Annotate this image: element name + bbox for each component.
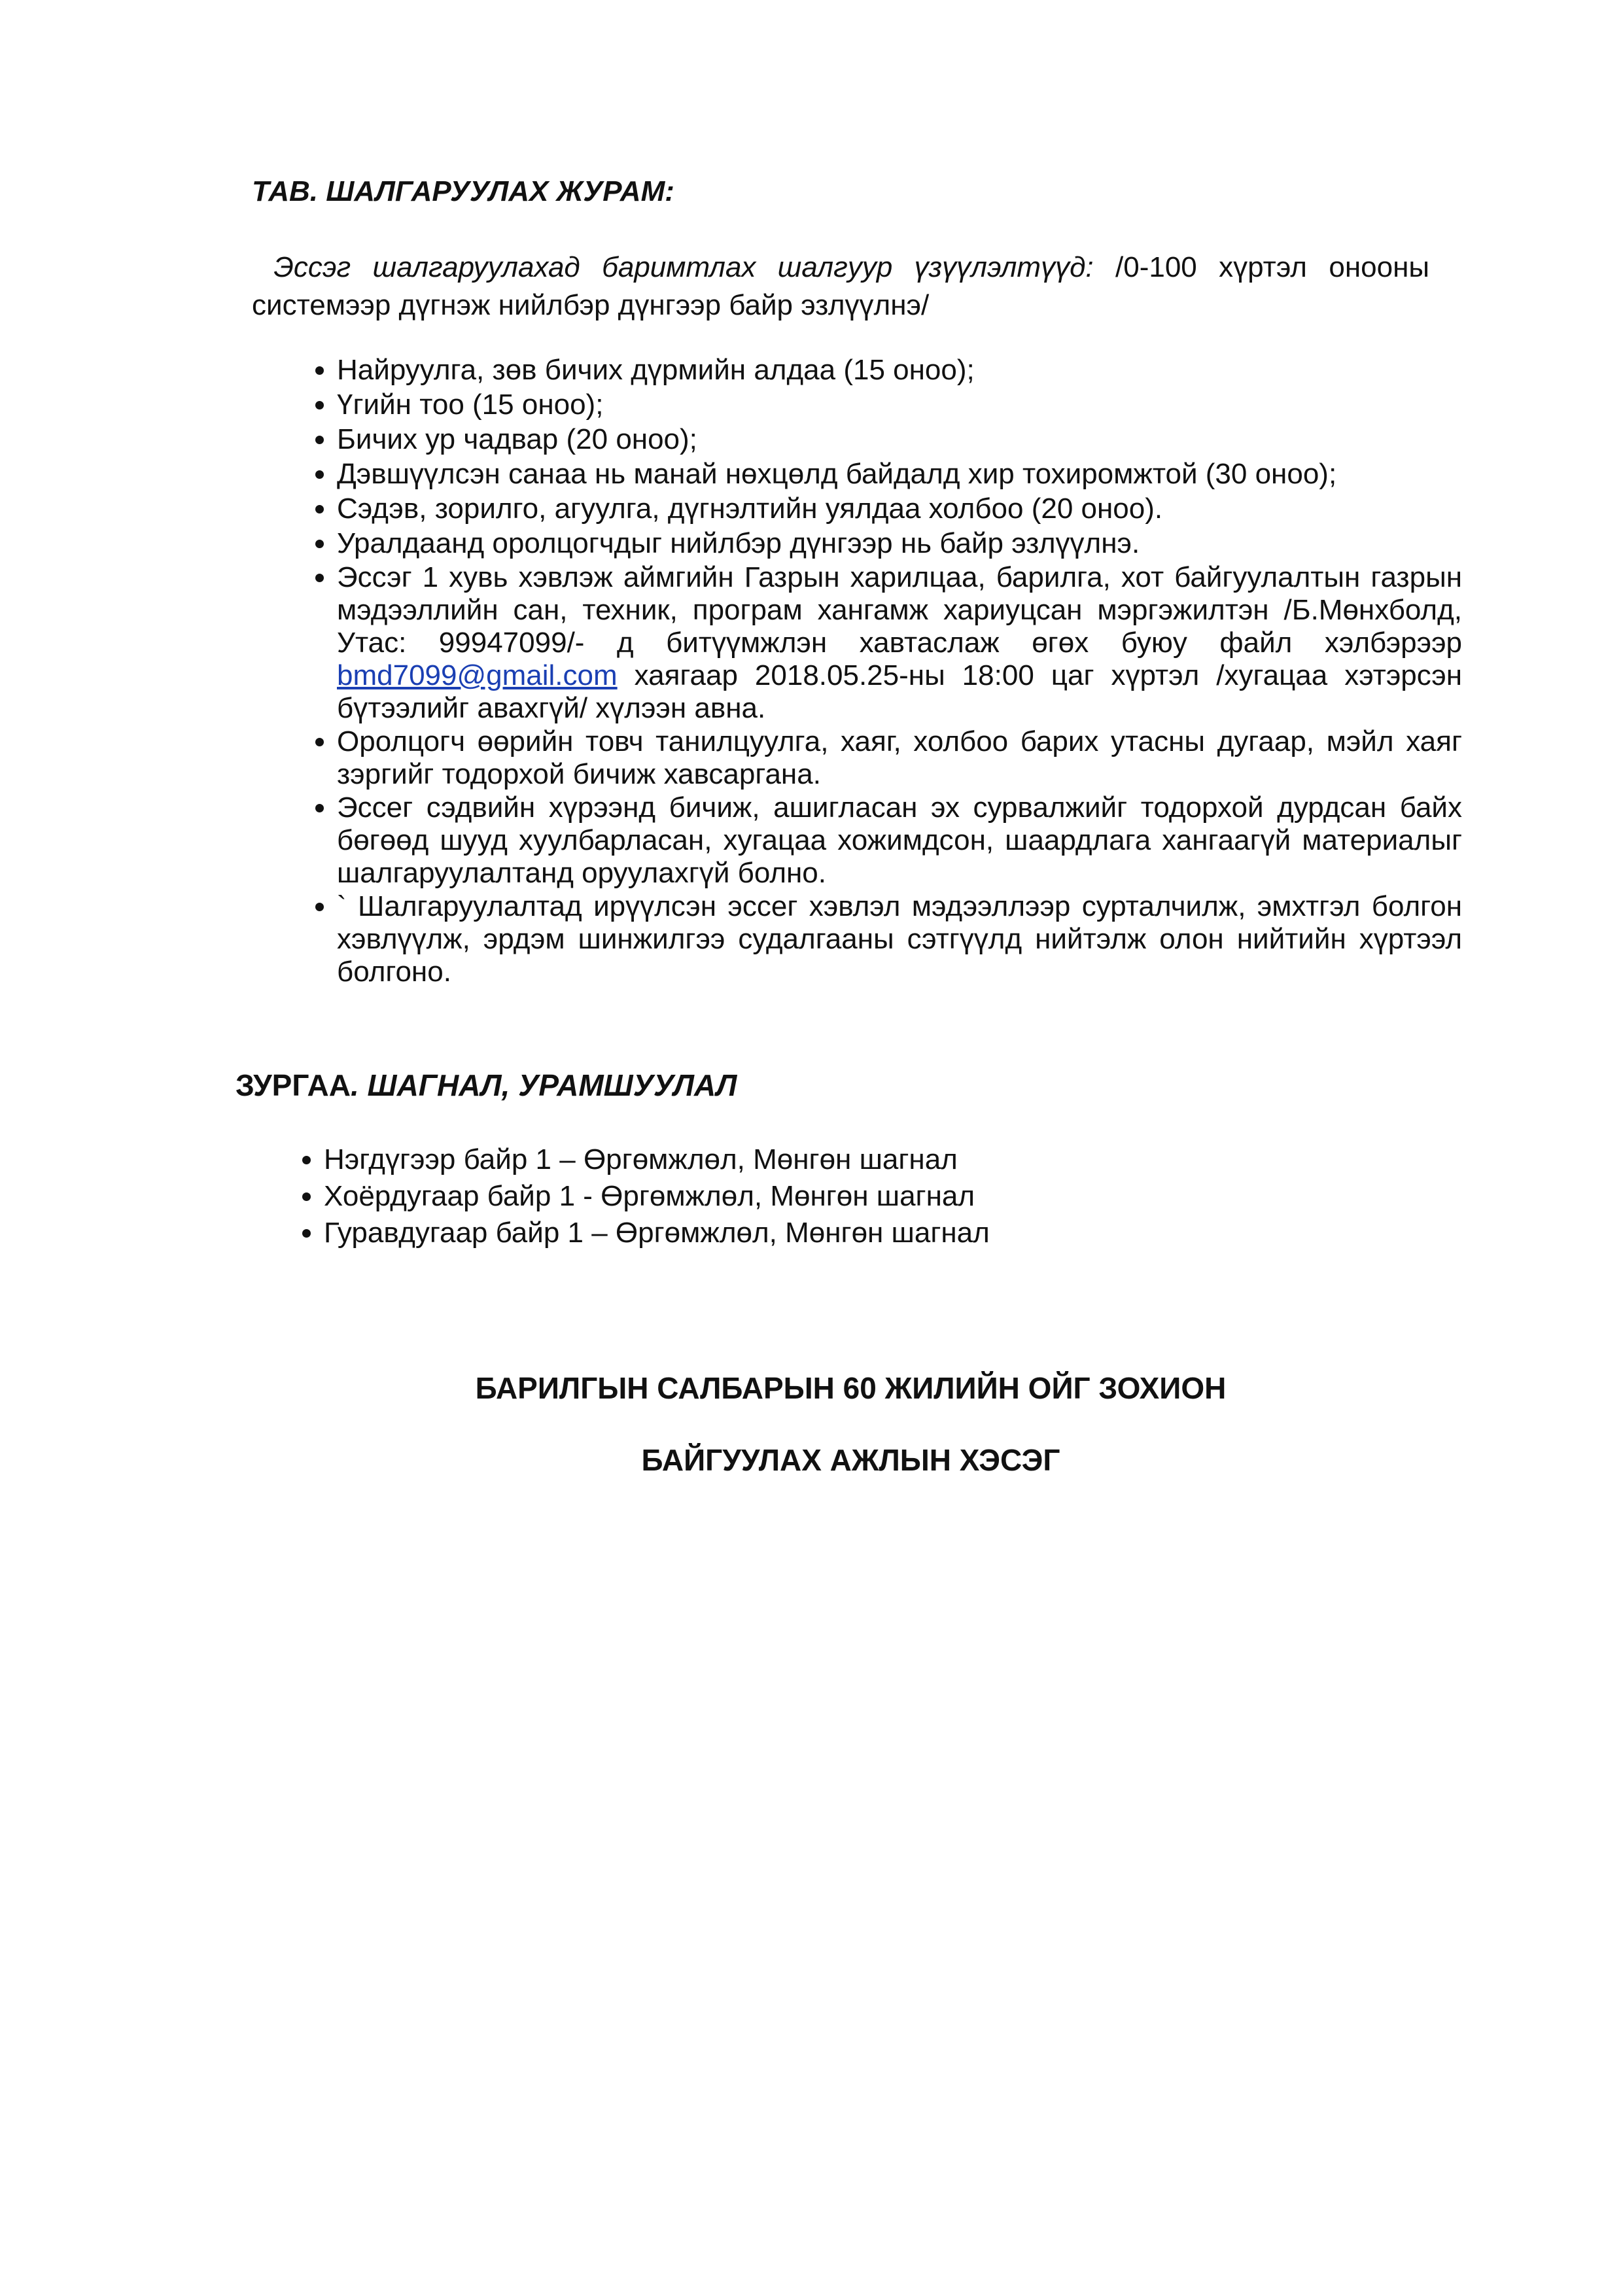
list-item: • Нэгдүгээр байр 1 – Өргөмжлөл, Мөнгөн шагнал (324, 1141, 1240, 1178)
criteria-intro-italic: Эссэг шалгаруулахад баримтлах шалгуур үзүүлэлтүүд: (273, 251, 1094, 283)
email-link[interactable]: bmd7099@gmail.com (337, 659, 618, 691)
list-item: • Бичих ур чадвар (20 оноо); (337, 423, 1462, 457)
criteria-list (298, 353, 1462, 989)
list-item: • Уралдаанд оролцогчдыг нийлбэр дүнгээр нь байр эзлүүлнэ. (337, 527, 1462, 561)
awards-list (285, 1141, 1240, 1251)
criteria-intro-rest: /0-100 хүртэл онооны системээр дүгнэж нийлбэр дүнгээр байр эзлүүлнэ/ (252, 251, 1429, 321)
submission-deadline: хаягаар 2018.05.25-ны 18:00 цаг хүртэл /хугацаа хэтэрсэн бүтээлийг авахгүй/ хүлээн авна. (337, 659, 1462, 724)
signoff-line-2: БАЙГУУЛАХ АЖЛЫН ХЭСЭГ (641, 1443, 1060, 1477)
list-item: • Гуравдугаар байр 1 – Өргөмжлөл, Мөнгөн шагнал (324, 1215, 1240, 1251)
signoff-line-1: БАРИЛГЫН САЛБАРЫН 60 ЖИЛИЙН ОЙГ ЗОХИОН (475, 1371, 1227, 1405)
section-five-title: ТАВ. ШАЛГАРУУЛАХ ЖУРАМ: (252, 175, 674, 207)
list-item: • Дэвшүүлсэн санаа нь манай нөхцөлд байдалд хир тохиромжтой (30 оноо); (337, 457, 1462, 491)
section-six-title (236, 1068, 737, 1103)
list-item: • Эссег сэдвийн хүрээнд бичиж, ашигласан эх сурвалжийг тодорхой дурдсан байх бөгөөд шууд хуулбарласан, хугацаа хожимдсон, шаардлага хангаагүй материалыг шалгаруулалтанд оруулахгүй болно. (337, 791, 1462, 890)
section-six-number: ЗУРГАА (236, 1068, 351, 1102)
list-item: • Найруулга, зөв бичих дүрмийн алдаа (15 оноо); (337, 353, 1462, 387)
list-item: • ` Шалгаруулалтад ирүүлсэн эссег хэвлэл мэдээллээр сурталчилж, эмхтгэл болгон хэвлүүлж, эрдэм шинжилгээ судалгааны сэтгүүлд нийтэлж олон нийтийн хүртээл болгоно. (337, 890, 1462, 988)
list-item: • Оролцогч өөрийн товч танилцуулга, хаяг, холбоо барих утасны дугаар, мэйл хаяг зэргийг тодорхой бичиж хавсаргана. (337, 725, 1462, 791)
list-item: • Сэдэв, зорилго, агуулга, дүгнэлтийн уялдаа холбоо (20 оноо). (337, 492, 1462, 526)
list-item: • Хоёрдугаар байр 1 - Өргөмжлөл, Мөнгөн шагнал (324, 1178, 1240, 1215)
submission-text: Эссэг 1 хувь хэвлэж аймгийн Газрын харилцаа, барилга, хот байгуулалтын газрын мэдээллийн сан, техник, програм хангамж хариуцсан мэргэжилтэн /Б.Мөнхболд, Утас: 99947099/- д битүүмжлэн хавтаслаж өгөх буюу файл хэлбэрээр (337, 561, 1462, 659)
submission-item (337, 561, 1462, 725)
list-item: • Үгийн тоо (15 оноо); (337, 388, 1462, 422)
criteria-intro (252, 249, 1429, 324)
section-six-heading: . ШАГНАЛ, УРАМШУУЛАЛ (350, 1068, 737, 1102)
